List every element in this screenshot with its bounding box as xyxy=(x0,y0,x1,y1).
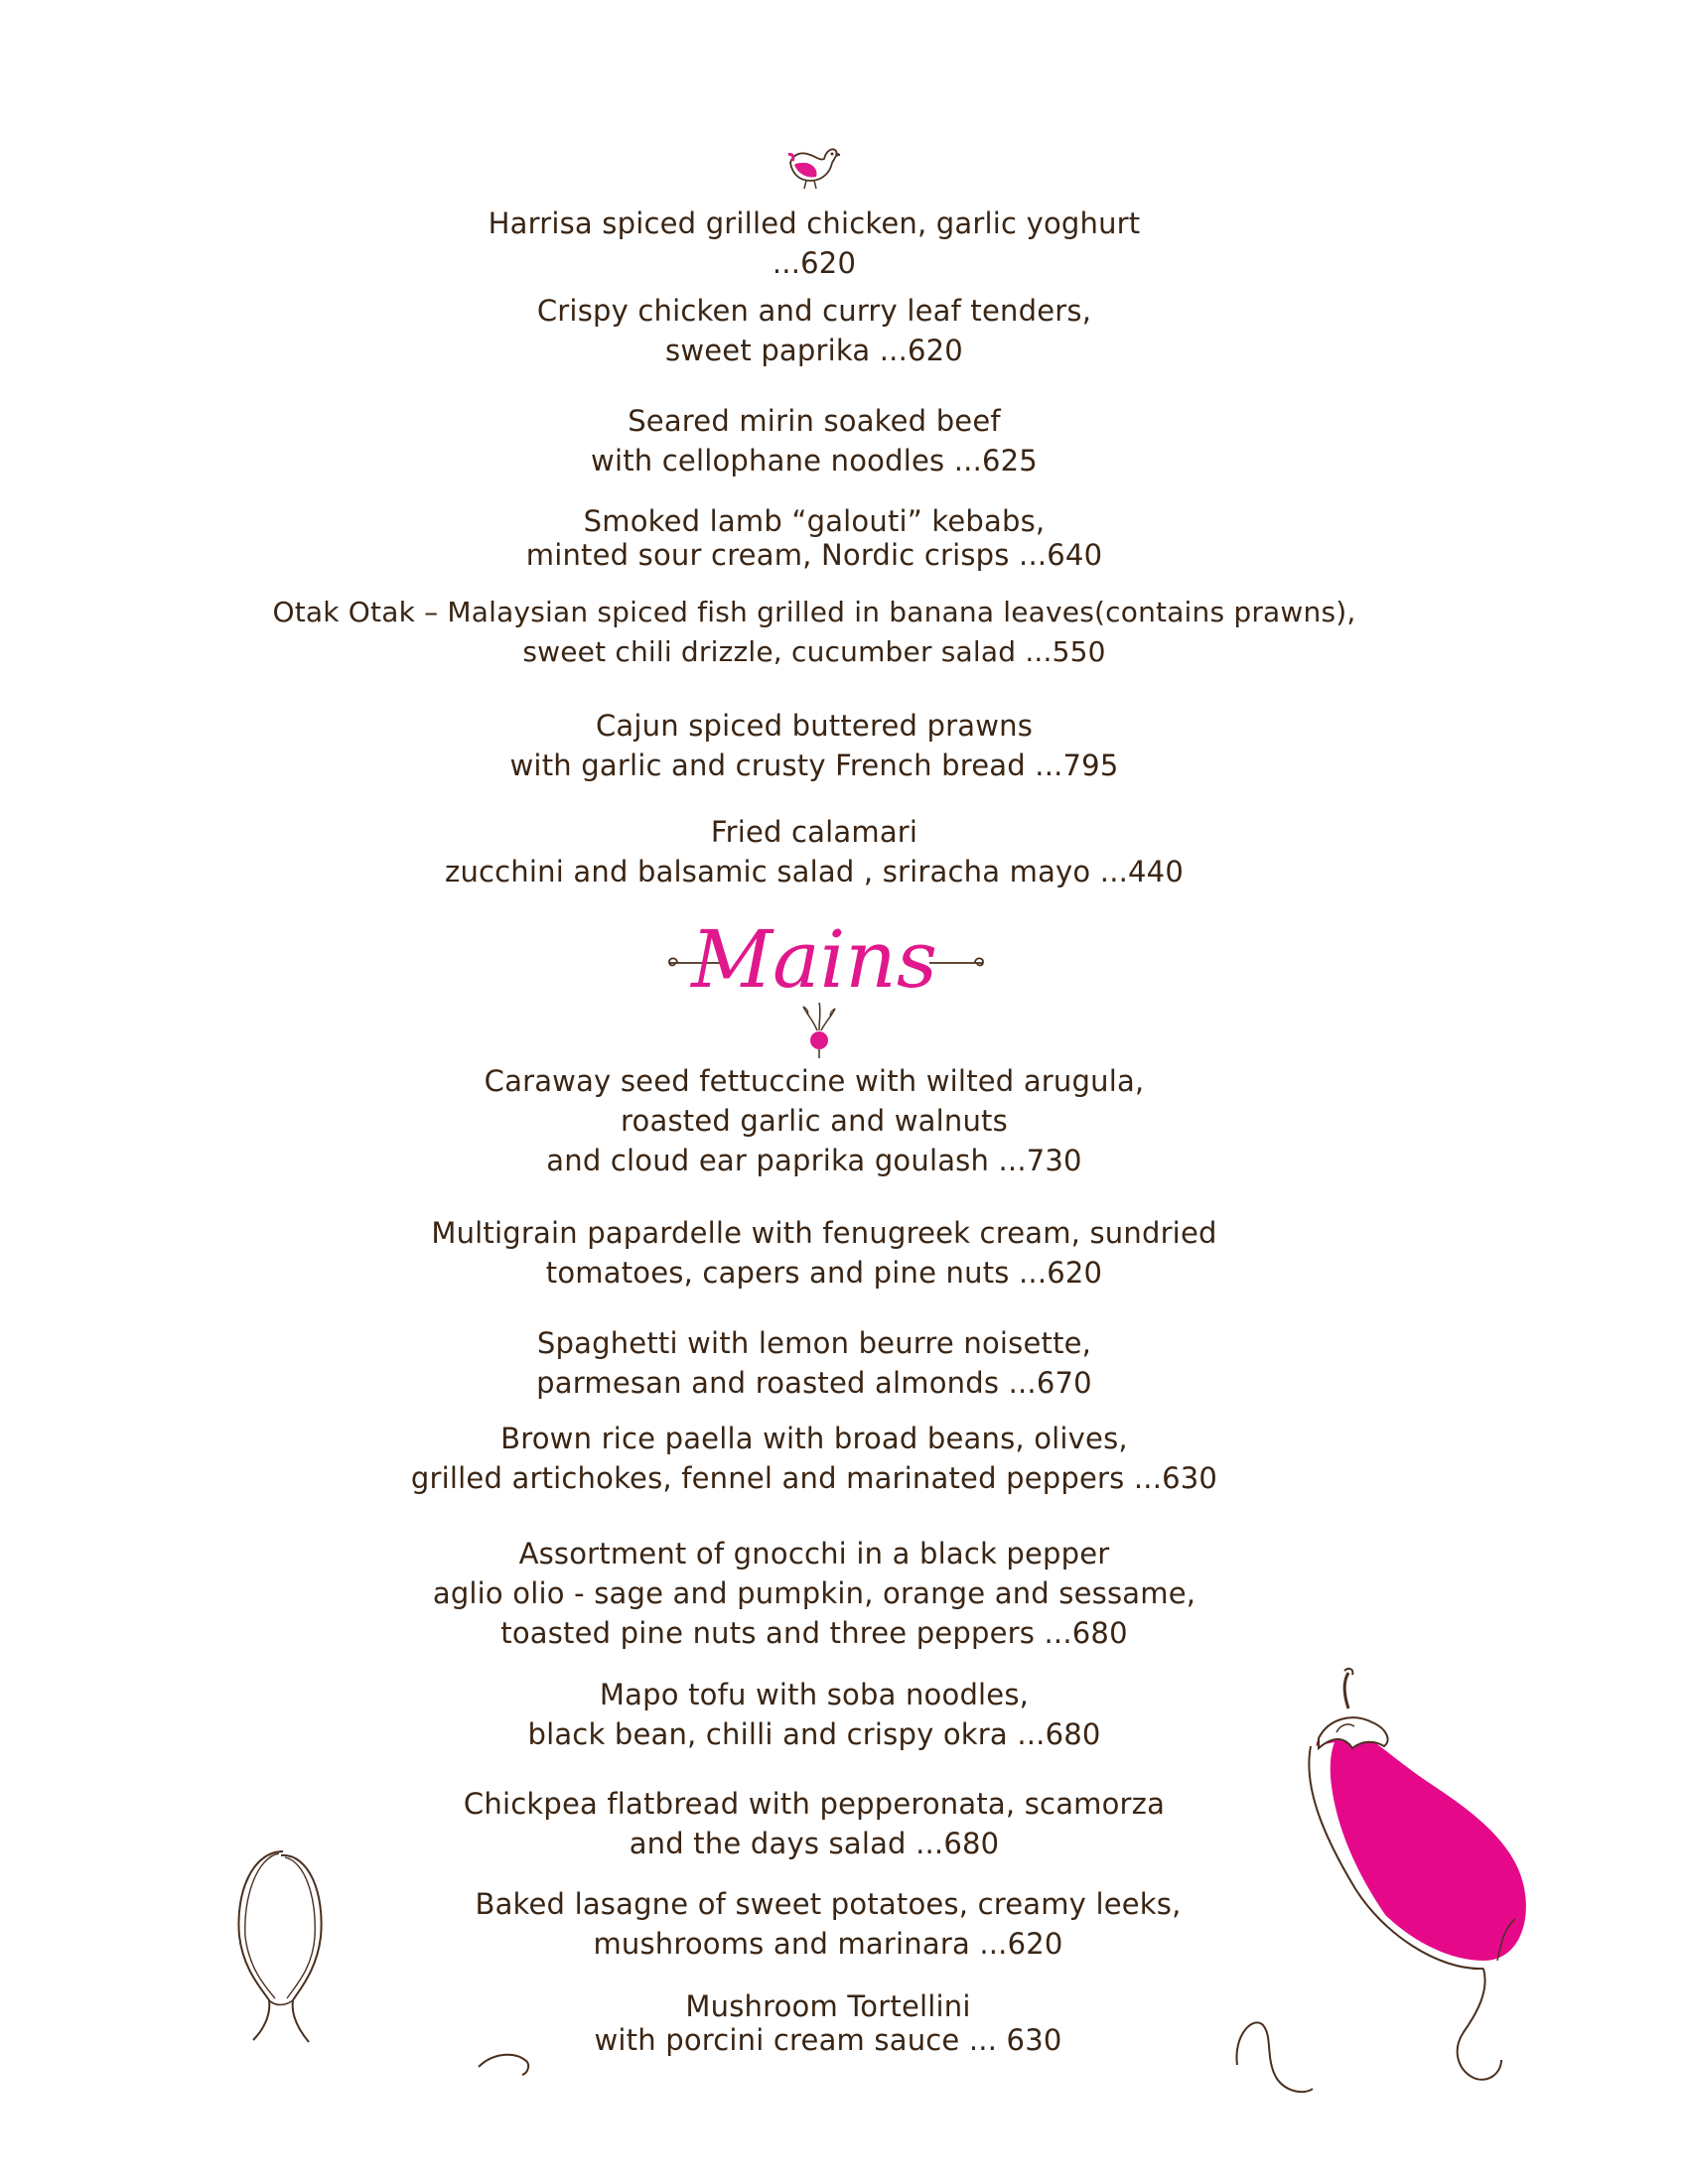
dish-line: Smoked lamb “galouti” kebabs, xyxy=(583,504,1046,538)
dish-line: with garlic and crusty French bread ...795 xyxy=(509,749,1119,782)
dish-line: Harrisa spiced grilled chicken, garlic yoghurt xyxy=(488,206,1141,240)
dish-line: Otak Otak – Malaysian spiced fish grilled in banana leaves(contains prawns), xyxy=(272,596,1356,628)
dish-item xyxy=(0,401,1628,480)
dish-line: Cajun spiced buttered prawns xyxy=(595,709,1034,743)
dish-line: Assortment of gnocchi in a black pepper xyxy=(518,1537,1110,1570)
dish-line: ...620 xyxy=(772,246,857,280)
dish-item xyxy=(0,1419,1628,1498)
dish-line: Chickpea flatbread with pepperonata, scamorza xyxy=(463,1787,1166,1821)
dish-line: Multigrain papardelle with fenugreek cream, sundried xyxy=(431,1216,1217,1250)
dish-line: parmesan and roasted almonds ...670 xyxy=(536,1366,1092,1400)
dish-item xyxy=(10,1213,1638,1293)
dish-line: toasted pine nuts and three peppers ...680 xyxy=(500,1616,1128,1650)
dish-line: with cellophane noodles ...625 xyxy=(591,444,1038,478)
dish-line: roasted garlic and walnuts xyxy=(621,1104,1008,1138)
dish-line: black bean, chilli and crispy okra ...680 xyxy=(527,1717,1101,1751)
dish-line: Spaghetti with lemon beurre noisette, xyxy=(536,1326,1092,1360)
dish-item xyxy=(0,291,1628,370)
right-flourish xyxy=(925,953,985,973)
dish-line: zucchini and balsamic salad , sriracha mayo ...440 xyxy=(445,855,1184,888)
beetroot-icon xyxy=(799,1001,839,1060)
dish-item xyxy=(0,1323,1628,1403)
dish-item xyxy=(0,1061,1628,1180)
eggplant-illustration xyxy=(1289,1663,1537,2100)
dish-line: Brown rice paella with broad beans, olives, xyxy=(500,1422,1128,1455)
dish-line: mushrooms and marinara ...620 xyxy=(593,1927,1063,1961)
dish-line: grilled artichokes, fennel and marinated peppers ...630 xyxy=(410,1461,1218,1495)
dish-line: Mushroom Tortellini xyxy=(685,1989,971,2023)
dish-item xyxy=(0,204,1628,283)
dish-line: Baked lasagne of sweet potatoes, creamy leeks, xyxy=(475,1887,1182,1921)
mains-heading: Mains xyxy=(691,913,937,1006)
dish-item xyxy=(0,593,1628,672)
dish-item xyxy=(0,1534,1628,1653)
curl-doodle xyxy=(475,2047,534,2087)
dish-line: Crispy chicken and curry leaf tenders, xyxy=(536,294,1092,328)
dish-line: Caraway seed fettuccine with wilted arugula, xyxy=(484,1064,1145,1098)
spoon-doodle xyxy=(223,1842,343,2060)
dish-line: and the days salad ...680 xyxy=(629,1827,1000,1860)
dish-line: minted sour cream, Nordic crisps ...640 xyxy=(525,538,1103,572)
dish-line: Fried calamari xyxy=(710,815,918,849)
dish-line: tomatoes, capers and pine nuts ...620 xyxy=(545,1256,1103,1290)
chicken-icon xyxy=(782,141,840,191)
dish-line: aglio olio - sage and pumpkin, orange and sessame, xyxy=(432,1576,1196,1610)
dish-line: sweet chili drizzle, cucumber salad ...550 xyxy=(522,635,1106,668)
dish-line: sweet paprika ...620 xyxy=(665,334,963,367)
dish-item xyxy=(0,504,1628,572)
dish-item xyxy=(0,706,1628,785)
dish-line: Seared mirin soaked beef xyxy=(628,404,1001,438)
dish-line: Mapo tofu with soba noodles, xyxy=(599,1678,1030,1711)
dish-line: with porcini cream sauce ... 630 xyxy=(594,2023,1062,2057)
dish-item xyxy=(0,812,1628,891)
dish-line: and cloud ear paprika goulash ...730 xyxy=(546,1144,1082,1177)
